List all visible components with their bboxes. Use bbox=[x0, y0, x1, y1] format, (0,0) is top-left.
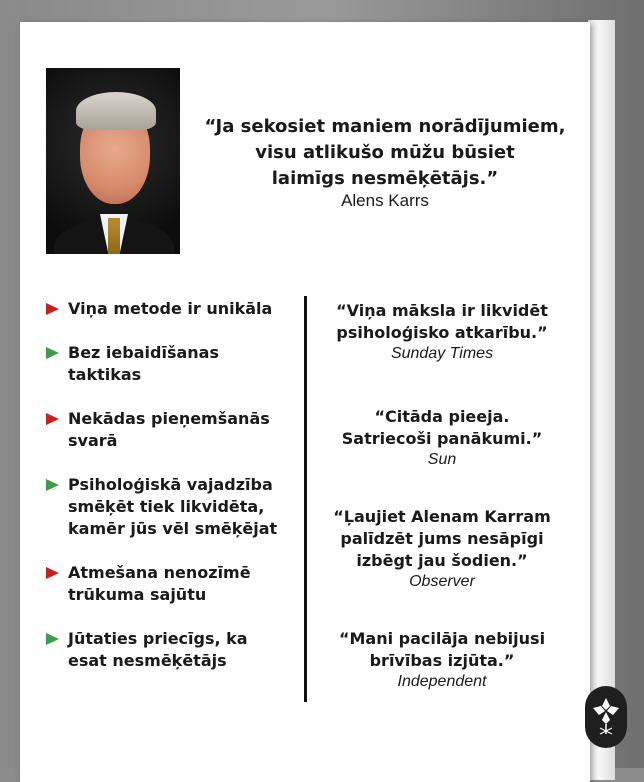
review-line: “Viņa māksla ir likvidēt bbox=[336, 301, 548, 320]
feature-item bbox=[44, 474, 318, 540]
review-line: palīdzēt jums nesāpīgi bbox=[340, 529, 544, 548]
quote-line: “Ja sekosiet maniem norādījumiem, bbox=[204, 116, 566, 137]
red-triangle-icon bbox=[46, 413, 59, 425]
feature-item bbox=[44, 298, 300, 320]
review-source: Observer bbox=[409, 573, 475, 590]
green-triangle-icon bbox=[46, 633, 59, 645]
review-line: psiholoģisko atkarību.” bbox=[336, 323, 548, 342]
feature-text: Nekādas pieņemšanās svarā bbox=[68, 409, 270, 450]
green-triangle-icon bbox=[46, 347, 59, 359]
watermark-badge bbox=[585, 686, 627, 748]
feature-item bbox=[44, 628, 278, 672]
feature-text: Psiholoģiskā vajadzība smēķēt tiek likvidēta, kamēr jūs vēl smēķējat bbox=[68, 475, 278, 538]
review-line: izbēgt jau šodien.” bbox=[356, 551, 528, 570]
tree-logo-icon bbox=[591, 696, 621, 738]
feature-text: Viņa metode ir unikāla bbox=[68, 299, 273, 318]
quote-author: Alens Karrs bbox=[341, 191, 429, 210]
feature-item bbox=[44, 408, 283, 452]
feature-text: Atmešana nenozīmē trūkuma sajūtu bbox=[68, 563, 251, 604]
review bbox=[312, 406, 572, 470]
review-line: brīvības izjūta.” bbox=[369, 651, 515, 670]
red-triangle-icon bbox=[46, 303, 59, 315]
press-reviews bbox=[312, 300, 572, 692]
review-line: Satriecoši panākumi.” bbox=[341, 429, 543, 448]
feature-list bbox=[44, 298, 300, 682]
vertical-divider bbox=[304, 296, 307, 702]
quote-line: laimīgs nesmēķētājs.” bbox=[271, 168, 499, 189]
review-line: “Ļaujiet Alenam Karram bbox=[333, 507, 551, 526]
feature-text: Bez iebaidīšanas taktikas bbox=[68, 343, 219, 384]
quote-line: visu atlikušo mūžu būsiet bbox=[255, 142, 515, 163]
feature-item bbox=[44, 342, 258, 386]
review-source: Sunday Times bbox=[390, 345, 494, 362]
green-triangle-icon bbox=[46, 479, 59, 491]
review-line: “Mani pacilāja nebijusi bbox=[338, 629, 546, 648]
author-quote bbox=[190, 114, 580, 212]
review bbox=[312, 628, 572, 692]
book-spine bbox=[588, 20, 615, 780]
review bbox=[312, 506, 572, 592]
review bbox=[312, 300, 572, 364]
review-source: Independent bbox=[397, 673, 487, 690]
feature-text: Jūtaties priecīgs, ka esat nesmēķētājs bbox=[68, 629, 248, 670]
red-triangle-icon bbox=[46, 567, 59, 579]
author-photo bbox=[46, 68, 180, 254]
review-source: Sun bbox=[427, 451, 457, 468]
review-line: “Citāda pieeja. bbox=[374, 407, 510, 426]
feature-item bbox=[44, 562, 288, 606]
